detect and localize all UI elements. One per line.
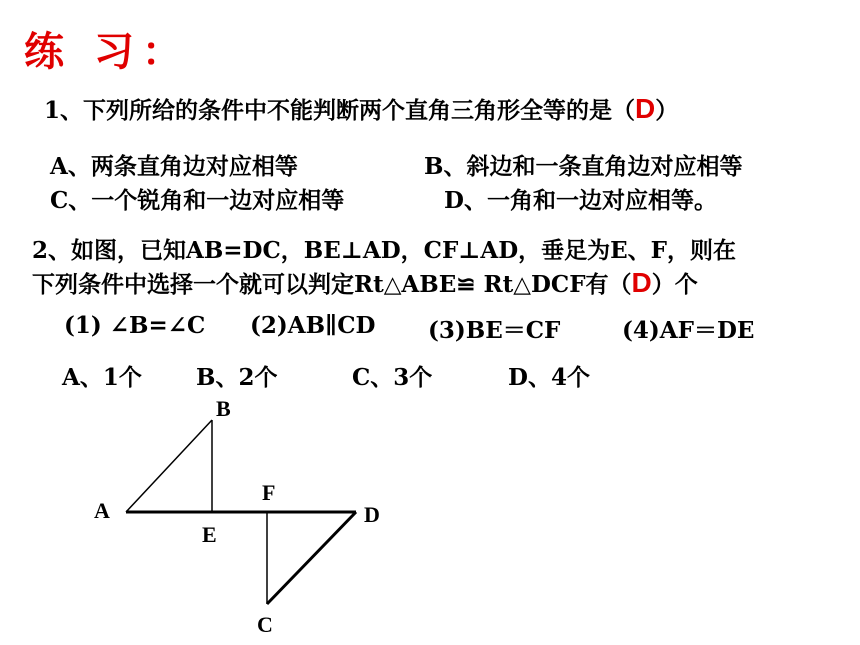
- point-label-d: D: [364, 502, 380, 527]
- choice-a: A、1个: [62, 364, 142, 391]
- question-1-text-end: ）: [655, 97, 679, 124]
- question-1-option-b: B、斜边和一条直角边对应相等: [424, 153, 743, 180]
- question-2-text-end: ）个: [651, 271, 698, 298]
- condition-4: (4)AF＝DE: [622, 317, 755, 344]
- point-label-e: E: [202, 522, 217, 547]
- point-label-c: C: [257, 612, 273, 637]
- question-1-text: 1、下列所给的条件中不能判断两个直角三角形全等的是（: [44, 97, 636, 124]
- question-2-line-1: 2、如图，已知AB=DC，BE⊥AD，CF⊥AD，垂足为E、F，则在: [32, 237, 737, 264]
- condition-3: (3)BE＝CF: [428, 317, 561, 344]
- question-2-answer: D: [631, 267, 652, 298]
- point-label-f: F: [262, 480, 276, 505]
- page-title: 练 习：: [24, 29, 190, 75]
- point-label-b: B: [216, 396, 231, 421]
- choice-d: D、4个: [508, 364, 590, 391]
- point-label-a: A: [94, 498, 110, 523]
- choice-b: B、2个: [196, 364, 278, 391]
- question-2-text: 下列条件中选择一个就可以判定Rt△ABE≌ Rt△DCF有（: [32, 271, 632, 298]
- question-1-option-c: C、一个锐角和一边对应相等: [50, 187, 345, 214]
- condition-2: (2)AB∥CD: [250, 312, 376, 339]
- question-1-option-d: D、一角和一边对应相等。: [444, 187, 717, 214]
- segment-ab: [126, 420, 212, 512]
- condition-1: (1) ∠B=∠C: [64, 312, 206, 339]
- segment-dc: [267, 512, 356, 604]
- question-1-option-a: A、两条直角边对应相等: [50, 153, 298, 180]
- choice-c: C、3个: [352, 364, 433, 391]
- question-1-answer: D: [635, 93, 656, 124]
